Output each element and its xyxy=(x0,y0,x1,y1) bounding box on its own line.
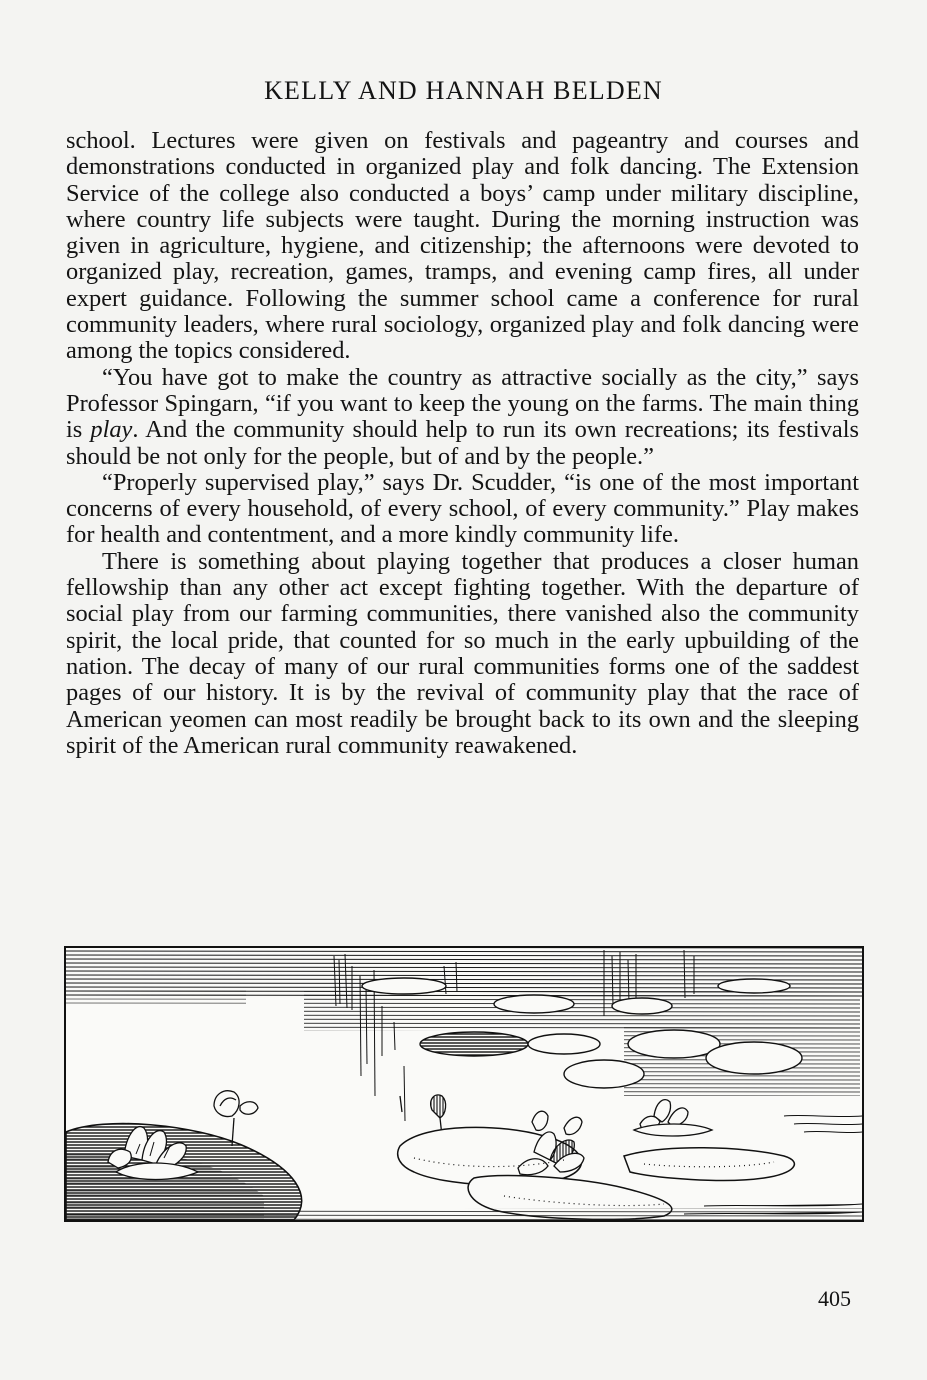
paragraph-2 xyxy=(66,365,859,470)
page-number: 405 xyxy=(818,1286,851,1311)
paragraph-4: There is something about playing together that produces a closer human fellowship than any other act except fighting together. With the departure of social play from our farming communities, there vanished also the community spirit, the local pride, that counted for so much in the early upbuilding of the nation. The decay of many of our rural communities forms one of the saddest pages of our history. It is by the revival of community play that the race of American yeomen can most readily be brought back to its own and the sleeping spirit of the American rural community reawakened. xyxy=(66,547,859,759)
paragraph-1: school. Lectures were given on festivals and pageantry and courses and demonstrations conducted in organized play and folk dancing. The Extension Service of the college also conducted a boys’ camp under military discipline, where country life subjects were taught. During the morning instruction was given in agriculture, hygiene, and citizenship; the afternoons were devoted to organized play, recreation, games, tramps, and evening camp fires, all under expert guidance. Following the summer school came a conference for rural community leaders, where rural sociology, organized play and folk dancing were among the topics considered. xyxy=(66,127,859,365)
paragraph-2-text-a: “You have got to make the country as attractive socially as the city,” says Professor Spingarn, “if you want to keep the young on the farms. The main thing is xyxy=(66,363,859,444)
paragraph-3: “Properly supervised play,” says Dr. Scudder, “is one of the most important concerns of every household, of every school, of every community.” Play makes for health and contentment, and a more kindly community life. xyxy=(66,468,859,549)
running-head: KELLY AND HANNAH BELDEN xyxy=(264,76,663,105)
bottom-water-lines xyxy=(66,1208,862,1220)
paragraph-2-emphasis: play xyxy=(90,416,133,444)
paragraph-2-text-b: . And the community should help to run its own recreations; its festivals should be not only for the people, but of and by the people.” xyxy=(66,416,859,470)
body-text xyxy=(66,128,859,759)
water-lily-illustration xyxy=(64,946,864,1222)
